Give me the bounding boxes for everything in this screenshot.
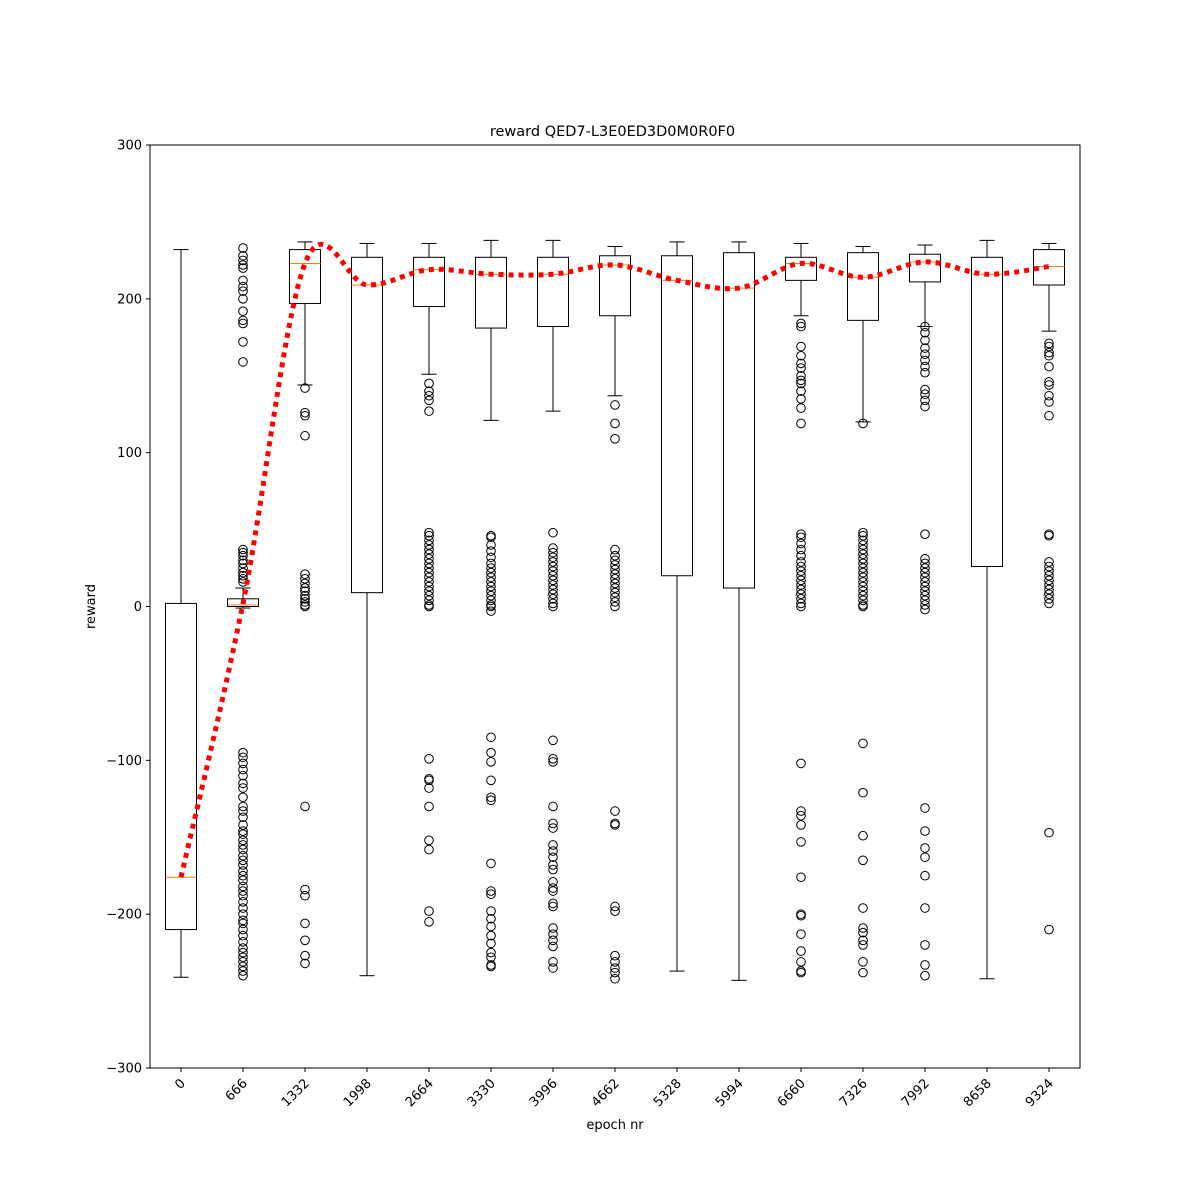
outlier-point [301,802,310,811]
outlier-point [921,827,930,836]
box-iqr [972,257,1003,566]
y-tick-label: −200 [106,907,142,923]
x-tick-label: 9324 [1022,1076,1057,1111]
box-iqr [414,257,445,306]
outlier-point [239,358,248,367]
outlier-point [549,528,558,537]
outlier-point [611,401,620,410]
box-3996 [538,240,569,972]
outlier-point [797,873,806,882]
box-1332 [290,242,321,968]
outlier-point [425,836,434,845]
x-axis [172,1068,1056,1110]
box-iqr [538,257,569,326]
outlier-point [301,891,310,900]
outlier-point [921,961,930,970]
outlier-point [425,802,434,811]
box-6660 [786,243,817,976]
boxes-layer [166,240,1065,983]
outlier-point [859,831,868,840]
outlier-point [425,407,434,416]
outlier-point [611,807,620,816]
outlier-point [425,918,434,927]
outlier-point [487,733,496,742]
outlier-point [921,904,930,913]
outlier-point [239,307,248,316]
outlier-point [921,368,930,377]
outlier-point [921,871,930,880]
outlier-point [425,754,434,763]
outlier-point [239,338,248,347]
outlier-point [797,930,806,939]
box-iqr [786,257,817,280]
x-tick-label: 4662 [588,1076,623,1111]
x-tick-label: 7326 [836,1076,871,1111]
x-tick-label: 3996 [526,1076,561,1111]
x-tick-label: 666 [222,1076,251,1105]
outlier-point [859,904,868,913]
y-tick-label: −100 [106,753,142,769]
outlier-point [797,404,806,413]
box-5328 [662,242,693,971]
outlier-point [921,941,930,950]
outlier-point [797,821,806,830]
box-iqr [662,256,693,576]
outlier-point [487,748,496,757]
outlier-point [921,853,930,862]
outlier-point [1045,411,1054,420]
box-7326 [848,247,879,977]
outlier-point [797,838,806,847]
outlier-point [797,342,806,351]
outlier-point [301,431,310,440]
outlier-point [549,964,558,973]
outlier-point [301,919,310,928]
box-iqr [910,254,941,282]
outlier-point [549,942,558,951]
outlier-point [549,736,558,745]
outlier-point [425,845,434,854]
y-axis-label: reward [84,583,99,630]
y-tick-label: 0 [133,600,142,615]
outlier-point [859,788,868,797]
x-tick-label: 0 [172,1076,189,1093]
x-tick-label: 5994 [712,1076,747,1111]
x-tick-label: 2664 [402,1076,437,1111]
outlier-point [301,936,310,945]
box-8658 [972,240,1003,978]
outlier-point [921,971,930,980]
box-9324 [1034,243,1065,933]
box-3330 [476,240,507,970]
y-tick-label: −300 [106,1061,142,1077]
x-tick-label: 1332 [278,1076,313,1111]
outlier-point [797,958,806,967]
y-tick-label: 200 [117,292,142,308]
chart-title: reward QED7-L3E0ED3D0M0R0F0 [489,124,736,140]
outlier-point [611,435,620,444]
outlier-point [797,947,806,956]
outlier-point [1045,398,1054,407]
box-iqr [352,257,383,592]
box-0 [166,250,197,978]
outlier-point [239,793,248,802]
outlier-point [1045,362,1054,371]
x-tick-label: 7992 [898,1076,933,1111]
outlier-point [487,859,496,868]
box-iqr [724,253,755,588]
x-tick-label: 3330 [464,1076,499,1111]
x-tick-label: 6660 [774,1076,809,1111]
outlier-point [487,758,496,767]
outlier-point [797,419,806,428]
box-iqr [166,603,197,929]
outlier-point [425,907,434,916]
x-axis-label: epoch nr [586,1118,644,1133]
x-tick-label: 8658 [960,1076,995,1111]
outlier-point [549,802,558,811]
y-tick-label: 300 [117,138,142,154]
y-axis [106,139,150,1077]
x-tick-label: 5328 [650,1076,685,1111]
box-7992 [910,245,941,980]
outlier-point [611,974,620,983]
outlier-point [859,856,868,865]
y-tick-label: 100 [117,446,142,462]
outlier-point [921,402,930,411]
outlier-point [859,968,868,977]
outlier-point [797,759,806,768]
outlier-point [859,739,868,748]
outlier-point [611,419,620,428]
outlier-point [1045,925,1054,934]
outlier-point [921,844,930,853]
outlier-point [1045,828,1054,837]
outlier-point [921,530,930,539]
outlier-point [859,958,868,967]
box-iqr [476,257,507,328]
box-5994 [724,242,755,980]
x-tick-label: 1998 [340,1076,375,1111]
box-2664 [414,243,445,926]
box-4662 [600,247,631,984]
outlier-point [921,804,930,813]
box-iqr [848,253,879,321]
box-1998 [352,243,383,975]
outlier-point [487,776,496,785]
